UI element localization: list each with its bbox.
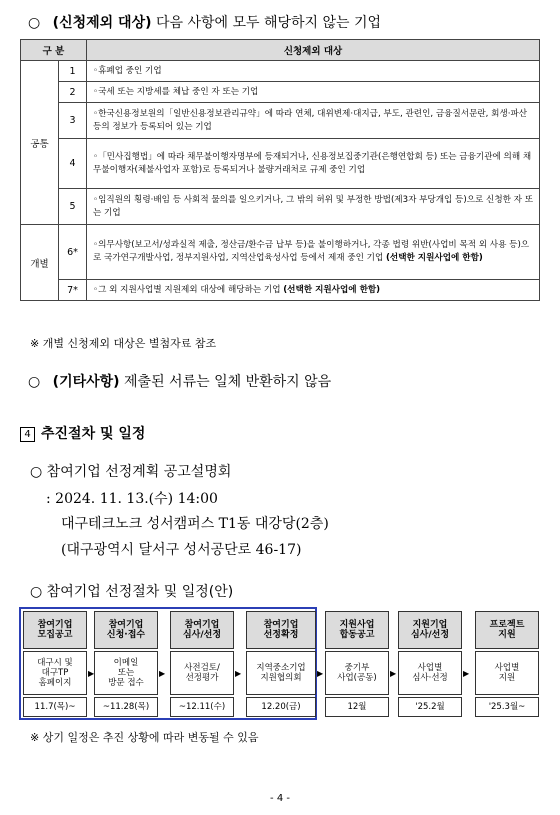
row-text: ◦「민사집행법」에 따라 채무불이행자명부에 등재되거나, 신용정보집중기관(은행연합회 등) 또는 금융기관에 의해 채무불이행자(체불사업자 포함)로 등록되거나 불량거래처로 규제 중인 기업 [87,139,540,189]
section4-title: 추진절차 및 일정 [41,426,146,442]
row-text: ◦휴폐업 중인 기업 [87,61,540,82]
section4-heading [20,423,145,443]
table-row [21,139,540,189]
flow-step [170,611,234,717]
briefing-address: (대구광역시 달서구 성서공단로 46-17) [61,542,302,558]
flow-step-body: 사전검토/ 선정평가 [170,651,234,695]
schedule-note: ※ 상기 일정은 추진 상황에 따라 변동될 수 있음 [30,731,259,744]
briefing-place: 대구테크노크 성서캠퍼스 T1동 대강당(2층) [61,516,329,532]
flow-step-body: 사업별 지원 [475,651,539,695]
flow-step-date: ~12.11(수) [170,697,234,717]
flow-step-body: 대구시 및 대구TP 홈페이지 [23,651,87,695]
group-individual: 개별 [21,225,59,301]
table-header-content: 신청제외 대상 [87,40,540,61]
row-num: 3 [59,103,87,139]
row-text: ◦국세 또는 지방세를 체납 중인 자 또는 기업 [87,82,540,103]
briefing-date: : 2024. 11. 13.(수) 14:00 [46,491,218,507]
exclusion-table [20,39,540,301]
page-number: - 4 - [270,793,290,804]
flow-step-head: 참여기업 모집공고 [23,611,87,649]
row-num: 5 [59,189,87,225]
table-row [21,82,540,103]
flow-step [23,611,87,717]
flow-step-head: 참여기업 심사/선정 [170,611,234,649]
flow-step-head: 참여기업 신청·접수 [94,611,158,649]
row-text: ◦임직원의 횡령·배임 등 사회적 물의를 일으키거나, 그 밖의 허위 및 부정한 방법(제3자 부당개입 등)으로 신청한 자 또는 기업 [87,189,540,225]
flow-step-head: 지원기업 심사/선정 [398,611,462,649]
flow-arrow-icon: ▶ [463,669,470,678]
row-text [87,225,540,280]
row-text-bold: (선택한 지원사업에 한함) [385,253,483,263]
row-num: 2 [59,82,87,103]
flow-step-date: ~11.28(목) [94,697,158,717]
other-heading-paren: (기타사항) [52,374,120,390]
flow-step [94,611,158,717]
group-common: 공통 [21,61,59,225]
table-row [21,103,540,139]
flow-step-date: 11.7(목)~ [23,697,87,717]
flow-arrow-icon: ▶ [88,669,95,678]
flow-step [475,611,539,717]
schedule-title: ○ 참여기업 선정절차 및 일정(안) [30,584,234,600]
flow-step [398,611,462,717]
flow-step-body: 중기부 사업(공동) [325,651,389,695]
row-num: 4 [59,139,87,189]
flow-arrow-icon: ▶ [159,669,166,678]
row-text: ◦한국신용정보원의「일반신용정보관리규약」에 따라 연체, 대위변제·대지급, 부도, 관련인, 금융질서문란, 회생·파산 등의 정보가 등록되어 있는 기업 [87,103,540,139]
bullet: ○ [28,15,41,31]
exclusion-heading-text: 다음 사항에 모두 해당하지 않는 기업 [151,15,382,31]
row-text-bold: (선택한 지원사업에 한함) [283,284,381,295]
flow-arrow-icon: ▶ [390,669,397,678]
flow-step-head: 참여기업 선정확정 [246,611,316,649]
row-text-main: ◦의무사항(보고서/성과실적 제출, 정산금/환수금 납부 등)을 불이행하거나, 각종 법령 위반(사업비 목적 외 사용 등)으로 국가연구개발사업, 정부지원사업, 지역산업육성사업 등에서 제재 중인 기업 [93,240,530,263]
row-text-main: ◦그 외 지원사업별 지원제외 대상에 해당하는 기업 [93,284,284,295]
flow-step-body: 지역중소기업 지원협의회 [246,651,316,695]
flow-arrow-icon: ▶ [317,669,324,678]
flow-step-head: 지원사업 합동공고 [325,611,389,649]
briefing-title: ○ 참여기업 선정계획 공고설명회 [30,464,232,480]
table-header-group: 구 분 [21,40,87,61]
flow-step-date: '25.3월~ [475,697,539,717]
table-header-row [21,40,540,61]
table-row [21,61,540,82]
row-num: 6* [59,225,87,280]
flow-step-head: 프로젝트 지원 [475,611,539,649]
flow-arrow-icon: ▶ [235,669,242,678]
row-num: 7* [59,280,87,301]
row-num: 1 [59,61,87,82]
flow-step-date: 12월 [325,697,389,717]
table-row [21,280,540,301]
table-note: ※ 개별 신청제외 대상은 별첨자료 참조 [30,337,217,350]
other-heading-text: 제출된 서류는 일체 반환하지 않음 [119,374,332,390]
flow-step [325,611,389,717]
flow-step-date: '25.2월 [398,697,462,717]
flow-step-body: 사업별 심사·선정 [398,651,462,695]
bullet: ○ [28,374,41,390]
table-row [21,225,540,280]
flow-step [246,611,316,717]
row-text [87,280,540,301]
flow-step-body: 이메일 또는 방문 접수 [94,651,158,695]
exclusion-heading [28,12,381,32]
flow-step-date: 12.20(금) [246,697,316,717]
exclusion-heading-paren: (신청제외 대상) [52,15,152,31]
other-heading [28,371,331,391]
section-number: 4 [20,427,35,442]
table-row [21,189,540,225]
